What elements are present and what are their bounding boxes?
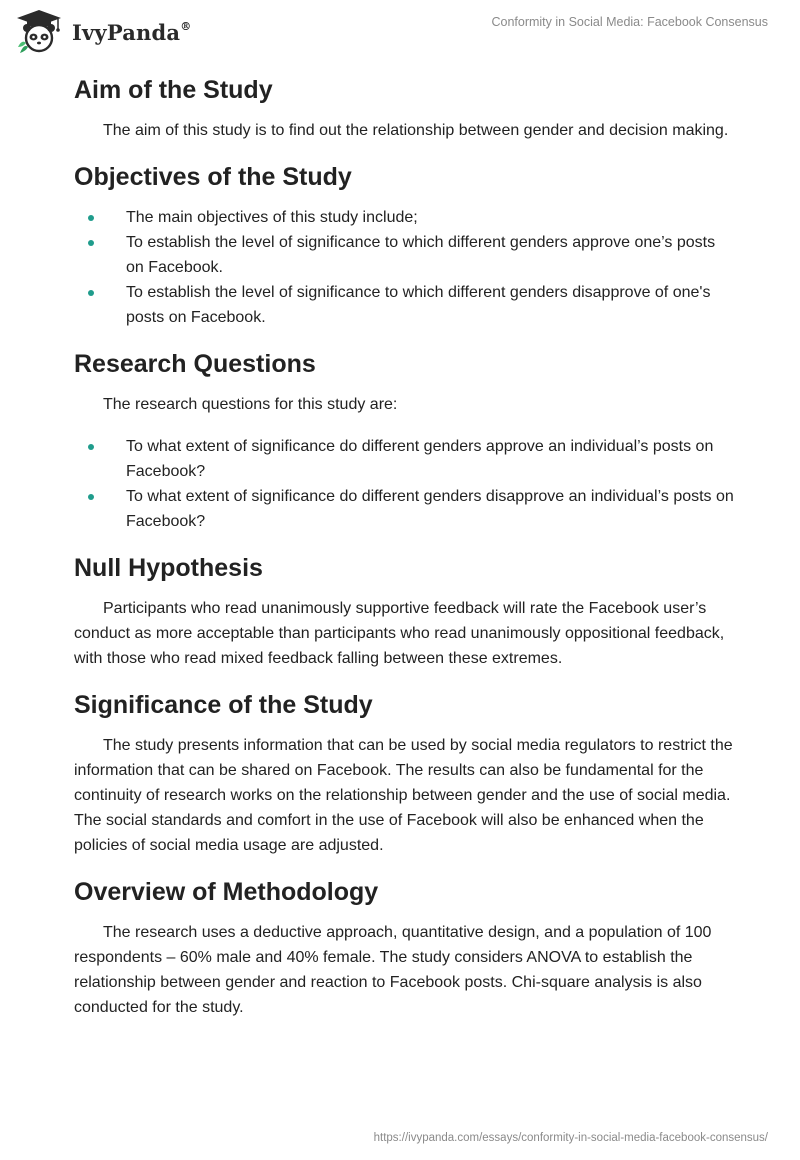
section-heading: Objectives of the Study xyxy=(74,163,352,191)
list-item: The main objectives of this study include; xyxy=(74,205,734,230)
bullet-list xyxy=(74,434,734,534)
document-title: Conformity in Social Media: Facebook Consensus xyxy=(491,15,768,29)
section-heading: Significance of the Study xyxy=(74,691,373,719)
section-methodology xyxy=(74,874,734,1020)
section-null-hypothesis xyxy=(74,550,734,671)
brand-name: IvyPanda® xyxy=(72,19,192,45)
brand-logo[interactable] xyxy=(14,8,191,56)
section-heading: Null Hypothesis xyxy=(74,554,263,582)
section-paragraph: The research uses a deductive approach, quantitative design, and a population of 100 respondents – 60% male and 40% female. The study considers ANOVA to establish the relationship between gender and reaction to Facebook posts. Chi-square analysis is also conducted for the study. xyxy=(74,924,712,1016)
list-item: To what extent of significance do different genders approve an individual’s posts on Facebook? xyxy=(74,434,734,484)
section-paragraph: Participants who read unanimously supportive feedback will rate the Facebook user’s conduct as more acceptable than participants who read unanimously oppositional feedback, with those who read mixed feedback falling between these extremes. xyxy=(74,600,725,667)
bullet-icon xyxy=(88,215,94,221)
source-url[interactable]: https://ivypanda.com/essays/conformity-in-social-media-facebook-consensus/ xyxy=(373,1132,768,1144)
article-content xyxy=(74,70,734,1020)
bullet-icon xyxy=(88,240,94,246)
bullet-icon xyxy=(88,494,94,500)
section-heading: Overview of Methodology xyxy=(74,878,379,906)
bullet-icon xyxy=(88,290,94,296)
section-heading: Research Questions xyxy=(74,350,316,378)
section-significance xyxy=(74,687,734,858)
page-header xyxy=(0,0,800,64)
section-research-questions xyxy=(74,346,734,534)
section-objectives xyxy=(74,159,734,330)
section-heading: Aim of the Study xyxy=(74,76,273,104)
section-paragraph: The research questions for this study are: xyxy=(103,396,398,413)
panda-logo-icon xyxy=(14,9,64,55)
list-item: To what extent of significance do different genders disapprove an individual’s posts on Facebook? xyxy=(74,484,734,534)
section-paragraph: The aim of this study is to find out the relationship between gender and decision making. xyxy=(103,122,729,139)
bullet-list xyxy=(74,205,734,330)
section-aim xyxy=(74,72,734,143)
list-item: To establish the level of significance to which different genders approve one’s posts on Facebook. xyxy=(74,230,734,280)
section-paragraph: The study presents information that can be used by social media regulators to restrict the information that can be shared on Facebook. The results can also be fundamental for the continuity of research works on the relationship between gender and the use of social media. The social standards and comfort in the use of Facebook will also be enhanced when the policies of social media usage are adjusted. xyxy=(74,737,733,854)
list-item: To establish the level of significance to which different genders disapprove of one's posts on Facebook. xyxy=(74,280,734,330)
bullet-icon xyxy=(88,444,94,450)
